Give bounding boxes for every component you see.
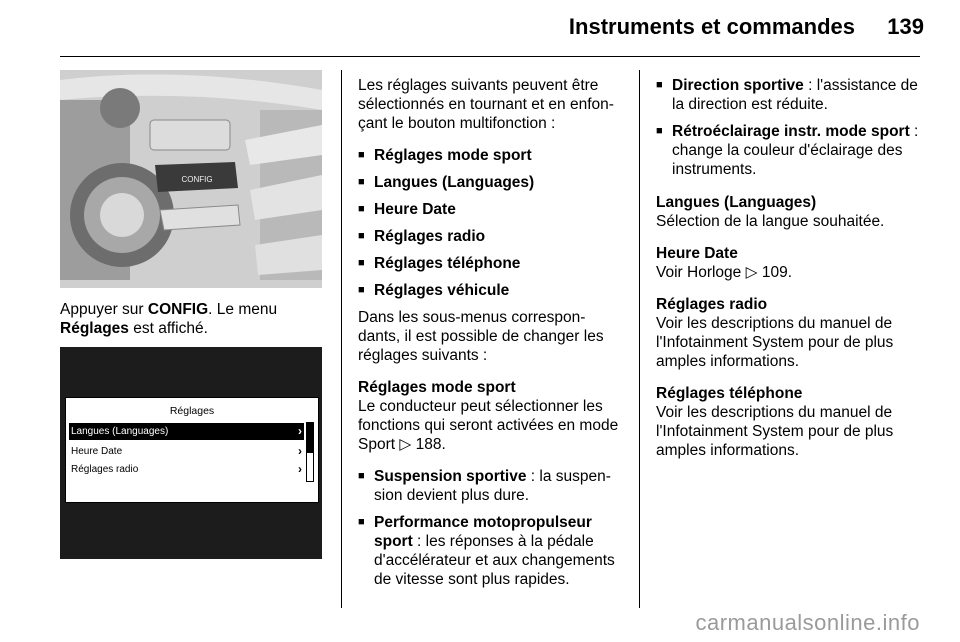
option-item: ■ Performance motopropulseur sport : les réponses à la pédale d'accélérateur et aux changements de vitesse sont plus rapides. — [358, 513, 626, 589]
display-scrollbar — [306, 422, 314, 482]
menu-item: ■ Réglages mode sport — [358, 146, 626, 165]
column-divider — [639, 70, 640, 608]
menu-item: ■ Heure Date — [358, 200, 626, 219]
chevron-right-icon: › — [298, 424, 302, 438]
date-section: Heure Date Voir Horloge ▷ 109. — [656, 244, 922, 282]
radio-section: Réglages radio Voir les descriptions du manuel de l'Infotainment System pour de plus amples informations. — [656, 295, 922, 371]
phone-section: Réglages téléphone Voir les descriptions du manuel de l'Infotainment System pour de plus amples informations. — [656, 384, 922, 460]
dashboard-illustration — [60, 70, 322, 288]
config-button-photo — [60, 70, 322, 288]
section-heading: Réglages mode sport — [358, 379, 516, 396]
column-3 — [656, 76, 922, 473]
display-row: Réglages radio › — [71, 462, 302, 476]
page-ref-icon: ▷ — [399, 436, 412, 453]
page-number: 139 — [887, 14, 924, 39]
option-item: ■ Rétroéclairage instr. mode sport : change la couleur d'éclairage des instruments. — [656, 122, 922, 179]
section-heading: Réglages téléphone — [656, 385, 803, 402]
sport-section: Réglages mode sport Le conducteur peut sélectionner les fonctions qui seront activées en mode Sport ▷ 188. — [358, 378, 626, 454]
chevron-right-icon: › — [298, 462, 302, 476]
menu-item: ■ Réglages véhicule — [358, 281, 626, 300]
display-title: Réglages — [169, 405, 215, 417]
header-rule — [60, 56, 920, 57]
chevron-right-icon: › — [298, 444, 302, 458]
lang-section: Langues (Languages) Sélection de la langue souhaitée. — [656, 193, 922, 231]
menu-item: ■ Réglages radio — [358, 227, 626, 246]
intro-text: Les réglages suivants peuvent être sélectionnés en tournant et en enfon-çant le bouton multifonction : — [358, 77, 614, 132]
menu-item: ■ Réglages téléphone — [358, 254, 626, 273]
option-item: ■ Suspension sportive : la suspen-sion devient plus dure. — [358, 467, 626, 505]
display-screen — [65, 397, 319, 503]
header-title: Instruments et commandes — [568, 14, 855, 39]
column-2 — [358, 76, 626, 597]
column-divider — [341, 70, 342, 608]
display-row: Langues (Languages) › — [71, 424, 302, 438]
submenus-text: Dans les sous-menus correspon-dants, il est possible de changer les réglages suivants : — [358, 309, 604, 364]
option-item: ■ Direction sportive : l'assistance de la direction est réduite. — [656, 76, 922, 114]
page-ref-icon: ▷ — [745, 264, 758, 281]
settings-menu-display — [60, 347, 322, 559]
config-label: CONFIG — [181, 175, 213, 184]
section-heading: Heure Date — [656, 245, 738, 262]
watermark: carmanualsonline.info — [695, 610, 920, 635]
display-row: Heure Date › — [71, 444, 302, 458]
section-heading: Langues (Languages) — [656, 194, 817, 211]
section-heading: Réglages radio — [656, 296, 768, 313]
menu-item: ■ Langues (Languages) — [358, 173, 626, 192]
photo-caption: Appuyer sur CONFIG. Le menu Réglages est affiché. — [60, 301, 278, 337]
